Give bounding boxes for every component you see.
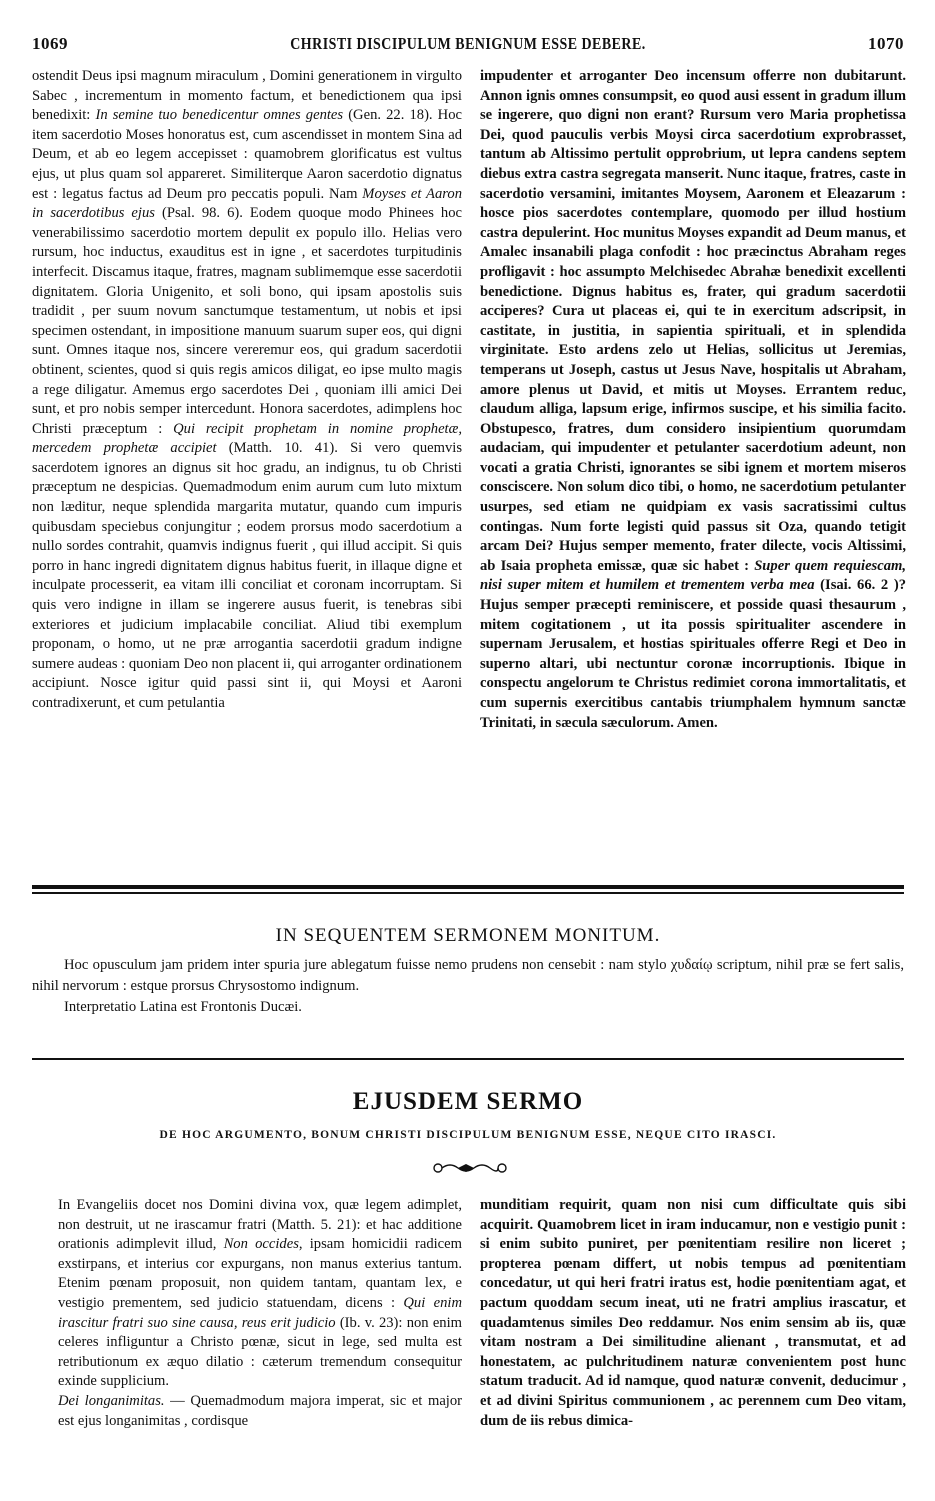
paragraph — [58, 1392, 462, 1431]
divider-rule — [32, 1058, 904, 1060]
text-run: (Ib. v. 23): non enim celeres infliguntur a Christo pœnæ, sicut in lege, sed multa est retributionum ex æquo dilatio : cæterum tremendum consequitur exinde supplicium. — [58, 1314, 462, 1390]
paragraph — [58, 1196, 462, 1392]
quotation: Super quem requiescam, nisi super mitem et humilem et trementem verba mea — [480, 557, 906, 594]
text-run: — Quemadmodum majora imperat, sic et major est ejus longanimitas , cordisque — [58, 1392, 462, 1429]
paragraph: munditiam requirit, quam non nisi cum difficultate quis sibi acquirit. Quamobrem licet in iram inducamur, non e vestigio punit : si enim subito puniret, per pœnitentiam resilire non liceret ; propterea pœnam differt, ut nobis tempus ad pœnitentiam concedatur, ut qui heri fratri iratus est, hodie pœnitentiam agat, et pactum quoddam secum ineat, uti ne fratri amplius irascatur, et quadamtenus similes Deo reddamur. Nos enim sensim ab iis, quæ vitam nostram a Dei similitudine alienant , transmutat, et ad honestatem, ac pulchritudinem naturæ convenientem post hunc statum traducit. Ad id namque, quod naturæ convenit, deducimur , et ad divini Spiritus communionem , ac perennem cum Deo vitam, dum de iis rebus dimica- — [480, 1197, 906, 1429]
divider-thick — [32, 885, 904, 889]
bottom-left-column — [58, 1196, 462, 1496]
quotation: In semine tuo benedicentur omnes gentes — [95, 107, 344, 124]
text-run: ostendit Deus ipsi magnum miraculum , Domini generationem in virgulto Sabec , incrementum in momento factum, et benedictionem qua ipsi benedixit: — [32, 68, 462, 124]
bottom-right-column — [480, 1196, 906, 1496]
monitum-body — [32, 955, 904, 1018]
quotation: Qui recipit prophetam in nomine prophetæ, mercedem prophetæ accipiet — [32, 420, 462, 457]
text-run: In Evangeliis docet nos Domini divina vox, quæ legem adimplet, non destruit, ut ne irascamur fratri (Matth. 5. 21): et hac additione orationis adimplevit illud, — [58, 1197, 462, 1253]
running-title: CHRISTI DISCIPULUM BENIGNUM ESSE DEBERE. — [290, 34, 646, 53]
paragraph — [480, 67, 906, 733]
quotation: Moyses et Aaron in sacerdotibus ejus — [32, 185, 462, 222]
text-run: (Gen. 22. 18). Hoc item sacerdotio Moses honoratus est, cum ascendisset in montem Sina ad Deum, et ab eo legem accepisset : quamobrem glorificatus est vultus ejus, ut plus quam sol appareret. Similiterque Aaron sacerdotio dignatus est : legatus factus ad Deum pro peccatis populi. Nam — [32, 107, 462, 202]
sermo-subtitle: DE HOC ARGUMENTO, BONUM CHRISTI DISCIPULUM BENIGNUM ESSE, NEQUE CITO IRASCI. — [159, 1129, 777, 1141]
monitum-title: IN SEQUENTEM SERMONEM MONITUM. — [275, 925, 661, 946]
text-run: impudenter et arroganter Deo incensum offerre non dubitarunt. Annon ignis omnes consumpsit, eo quod ausi essent in gradum illum se ingerere, quo digni non erant? Rursum vero Maria prophetissa Dei, quod pauculis verbis Moysi circa sacerdotium exprobrasset, tantum ab Altissimo pertulit opprobrium, ut lepra candens septem diebus extra castra segregata manserit. Nunc itaque, fratres, caste in sacerdotio versamini, imitantes Moysem, Aaronem et Eleazarum : hosce pios sacerdotes contemplare, quomodo per illud hostium castra depulerint. Hoc munitus Moyses expandit ad Deum manus, et Amalec insanabili plaga confodit : hoc præcinctus Abraham reges profligavit : hoc assumpto Melchisedec Abrahæ benedixit excellenti benedictione. Dignus habitus es, frater, qui gradum sacerdotii acciperes? Cura ut placeas ei, qui te in exercitum adscripsit, in castitate, in justitia, in sapientia spirituali, et in splendida virginitate. Esto ardens zelo ut Helias, sollicitus ut Jeremias, temperans ut Joseph, castus ut Jesus Nave, hospitalis ut Abraham, amore plenus ut David, et mitis ut Moyses. Errantem reduc, claudum alliga, lapsum erige, infirmos suscipe, et his similia facito. Obstupesco, fratres, dum considero insipientium quorumdam audaciam, qui impudenter et petulanter sacerdotium adeunt, non vocati a gratia Christi, ignorantes se sibi ignem et mortem miseros consciscere. Non solum dico tibi, o homo, ne sacerdotium petulanter usurpes, sed etiam ne quidpiam ex vasis sacratissimi cultus contingas. Num forte legisti quid passus sit Oza, quando tetigit arcam Dei? Hujus semper memento, frater dilecte, vocis Altissimi, ab Isaia propheta emissæ, quæ sic habet : — [480, 68, 906, 574]
text-run: , ipsam homicidii radicem exstirpans, et interius cor expurgans, non manus exterius tantum. Etenim pœnam proposuit, non quidem tantam, quantam lex, e vestigio prementem, sed judicio statuendam, dicens : — [58, 1236, 462, 1311]
top-left-column — [32, 67, 462, 873]
paragraph — [32, 67, 462, 714]
section-heading: Dei longanimitas. — [58, 1392, 165, 1409]
running-header — [32, 34, 904, 56]
ornament-icon — [430, 1160, 510, 1176]
text-run: (Isai. 66. 2 )? Hujus semper præcepti reminiscere, et posside quasi thesaurum , mitem cogitationem , ut ita possis spiritualiter ascendere in supernam Jerusalem, et hostias spirituales offerre Regi et Deo in superno altari, ubi nectuntur coronæ incorruptionis. Ibique in conspectu angelorum te Christus redimiet corona immortalitatis, et cum supernis exercitibus cantabis triumphalem hymnum sanctæ Trinitati, in sæcula sæculorum. Amen. — [480, 577, 906, 731]
monitum-paragraph: Hoc opusculum jam pridem inter spuria jure ablegatum fuisse nemo prudens non censebit : nam stylo χυδαίῳ scriptum, nihil præ se fert salis, nihil nervorum : estque prorsus Chrysostomo indignum. — [32, 957, 904, 994]
quotation: Qui enim irascitur fratri suo sine causa, reus erit judicio — [58, 1294, 462, 1331]
page-number-right: 1070 — [868, 34, 904, 53]
divider-thin — [32, 892, 904, 894]
sermo-title: EJUSDEM SERMO — [352, 1088, 584, 1115]
quotation: Non occides — [223, 1236, 299, 1253]
text-run: (Matth. 10. 41). Si vero quemvis sacerdotem ignores an dignus sit hoc gradu, an indignus, tu ob Christi præceptum ne despicias. Quemadmodum enim aurum cum luto mixtum non læditur, neque splendida margarita mutatur, quando cum impuris quibusdam speciebus conjungitur ; eodem prorsus modo sacerdotium a nullo sordes contrahit, quamvis indignus fuerit , qui illud accipit. Si quis porro in hanc ingredi dignitatem dignus habitus fuerit, in illaque digne et inculpate processerit, ea vitam illi conciliat et coronam incorruptam. Si quis vero indigne in illam se ingerere ausus fuerit, is tenebras sibi exteriores et judicium implacabile conciliat. Aliud tibi exemplum proponam, o homo, ut ne præ arrogantia sacerdotii gradum indigne sumere audeas : quoniam Deo non placent ii, qui arroganter ordinationem accipiunt. Nosce igitur quid passi sint ii, qui Moysi et Aaroni contradixerunt, et cum petulantia — [32, 440, 462, 711]
page-number-left: 1069 — [32, 34, 68, 53]
top-right-column — [480, 67, 906, 873]
monitum-paragraph: Interpretatio Latina est Frontonis Ducæi. — [64, 999, 302, 1015]
text-run: (Psal. 98. 6). Eodem quoque modo Phinees hoc venerabilissimo sacerdotio mortem depulit ex populo illo. Helias vero rursum, hoc inductus, exauditus est in igne , et sacerdotes turpitudinis interfecit. Discamus itaque, fratres, magnam sublimemque esse sacerdotii dignitatem. Gloria Unigenito, et soli bono, qui ipsam apostolis suis tradidit , per suum novum sanctumque testamentum, ut nobis et ipsi specimen ostendant, in impositione manuum suarum super eos, qui digni sunt. Omnes itaque nos, sincere vereremur eos, qui gradum sacerdotii obtinent, scientes, quod si quis regis amicos diligat, eo ipse multo magis a rege diligatur. Amemus ergo sacerdotes Dei , quoniam illi amici Dei sunt, et pro nobis semper intercedunt. Honora sacerdotes, adimplens hoc Christi præceptum : — [32, 205, 462, 437]
